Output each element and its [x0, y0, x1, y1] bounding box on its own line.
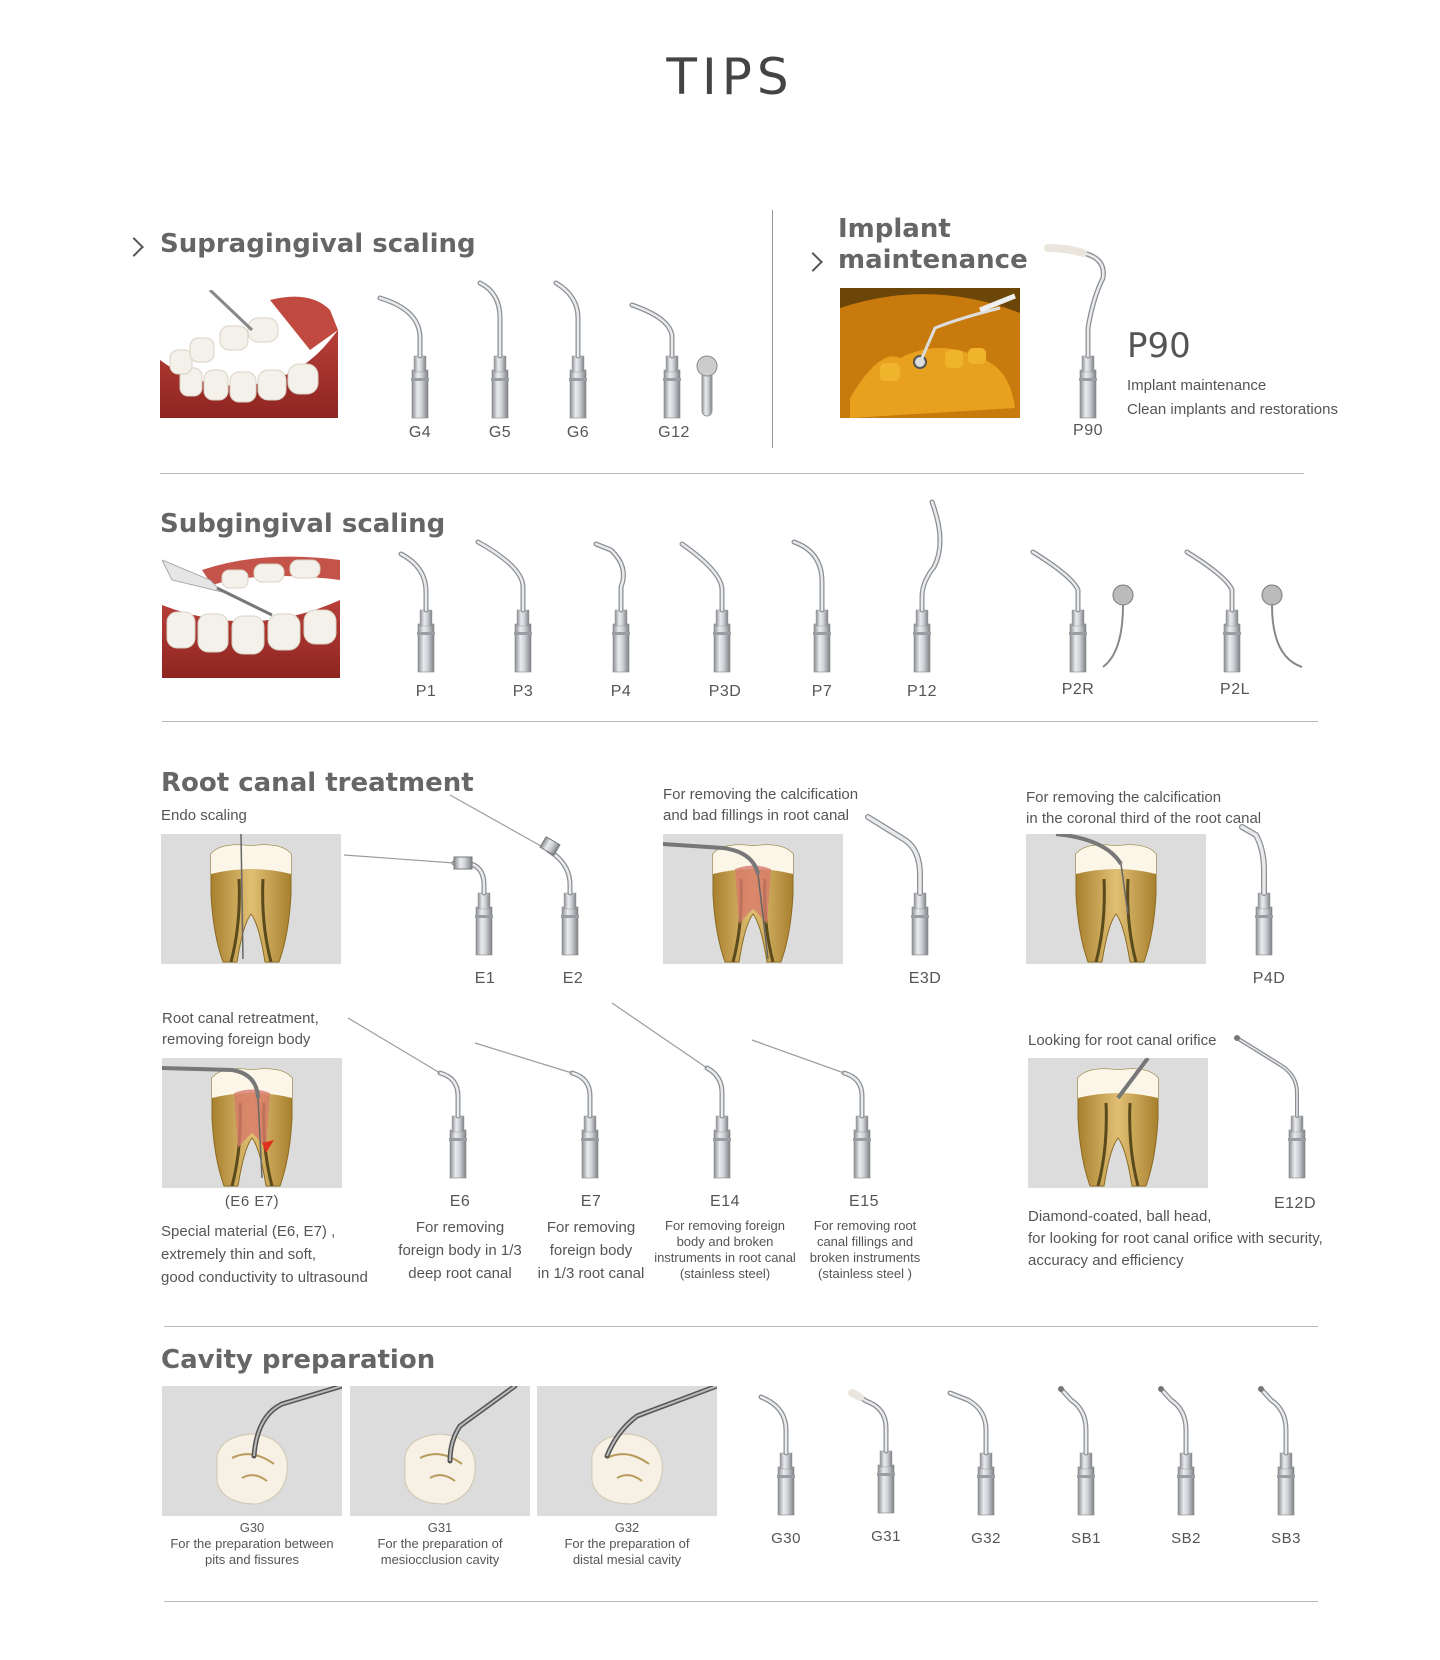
tip-e15 [762, 978, 962, 1178]
cavity-photo-g30 [162, 1386, 342, 1516]
e7-description [536, 1216, 646, 1285]
e6-desc-line: For removing [415, 1219, 505, 1236]
cavity-desc-line: For the preparation of [377, 1536, 503, 1551]
cavity-caption-g32 [537, 1520, 717, 1568]
cavity-heading: Cavity preparation [161, 1345, 436, 1375]
endo-scaling-photo [161, 834, 341, 964]
subgingival-photo [162, 550, 340, 678]
orifice-label: Looking for root canal orifice [1028, 1032, 1217, 1049]
retreatment-caption: (E6 E7) [224, 1193, 280, 1210]
tip-label-p4: P4 [610, 683, 632, 700]
tip-label-e3d: E3D [908, 970, 942, 987]
e14-desc-line: instruments in root canal [654, 1250, 796, 1265]
tip-label-g6: G6 [566, 424, 590, 441]
tip-label-e15: E15 [849, 1193, 879, 1210]
tip-label-g31: G31 [871, 1528, 901, 1545]
special-line3: good conductivity to ultrasound [161, 1269, 368, 1286]
tip-label-p12: P12 [907, 683, 937, 700]
tip-label-sb1: SB1 [1071, 1530, 1101, 1547]
tip-label-p2l: P2L [1220, 681, 1250, 698]
cavity-code: G32 [614, 1520, 640, 1535]
page-title: TIPS [666, 48, 794, 106]
tip-label-g32: G32 [971, 1530, 1001, 1547]
retreat-line2: removing foreign body [162, 1031, 311, 1048]
implant-description [1127, 374, 1338, 422]
tip-label-e2: E2 [562, 970, 584, 987]
calc2-line1: For removing the calcification [1026, 789, 1222, 806]
cavity-desc-line: mesiocclusion cavity [380, 1552, 500, 1567]
orifice-description [1028, 1206, 1323, 1272]
section-divider-vertical [772, 210, 773, 448]
special-line1: Special material (E6, E7) , [161, 1223, 336, 1240]
orifice-desc-line: Diamond-coated, ball head, [1028, 1208, 1212, 1225]
tip-label-e14: E14 [710, 1193, 740, 1210]
e14-desc-line: (stainless steel) [679, 1266, 771, 1281]
tip-label-g4: G4 [408, 424, 432, 441]
tip-label-e6: E6 [449, 1193, 471, 1210]
cavity-code: G31 [427, 1520, 453, 1535]
chevron-right-icon [803, 252, 823, 272]
orifice-desc-line: accuracy and efficiency [1028, 1252, 1184, 1269]
e15-description [800, 1218, 930, 1282]
e14-desc-line: For removing foreign [665, 1218, 785, 1233]
tip-label-p2r: P2R [1061, 681, 1095, 698]
tip-label-e1: E1 [474, 970, 496, 987]
endo-scaling-label: Endo scaling [161, 807, 247, 824]
tip-label-sb2: SB2 [1171, 1530, 1201, 1547]
tip-label-sb3: SB3 [1271, 1530, 1301, 1547]
tip-label-e12d: E12D [1273, 1195, 1317, 1212]
section-divider [164, 1601, 1318, 1602]
supragingival-heading: Supragingival scaling [160, 229, 476, 259]
tip-e2 [470, 755, 670, 955]
tip-label-p4d: P4D [1252, 970, 1286, 987]
e15-desc-line: For removing root [813, 1218, 917, 1233]
tip-p4d [1164, 755, 1364, 955]
tip-label-p90: P90 [1073, 422, 1103, 439]
tip-label-g30: G30 [771, 1530, 801, 1547]
e15-desc-line: canal fillings and [816, 1234, 914, 1249]
special-line2: extremely thin and soft, [161, 1246, 317, 1263]
e7-desc-line: foreign body [549, 1242, 633, 1259]
implant-code: P90 [1127, 326, 1191, 366]
tip-label-p3: P3 [512, 683, 534, 700]
e7-desc-line: For removing [546, 1219, 636, 1236]
tip-g12 [572, 218, 772, 418]
calc2-line2: in the coronal third of the root canal [1026, 810, 1262, 827]
e14-description [647, 1218, 803, 1282]
calcification-photo-1 [663, 834, 843, 964]
cavity-code: G30 [239, 1520, 265, 1535]
implant-desc-line2: Clean implants and restorations [1127, 401, 1338, 418]
retreatment-note [162, 1008, 319, 1050]
supragingival-photo [160, 290, 338, 418]
subgingival-heading: Subgingival scaling [160, 509, 446, 539]
tip-label-p1: P1 [415, 683, 437, 700]
orifice-photo [1028, 1058, 1208, 1188]
implant-desc-line1: Implant maintenance [1127, 377, 1267, 394]
implant-heading-line1: Implant [838, 214, 951, 244]
special-material-note [161, 1220, 368, 1289]
e7-desc-line: in 1/3 root canal [537, 1265, 645, 1282]
cavity-caption-g30 [162, 1520, 342, 1568]
retreatment-photo [162, 1058, 342, 1188]
tip-sb3 [1186, 1315, 1386, 1515]
tip-p2l [1132, 472, 1332, 672]
chevron-right-icon [124, 237, 144, 257]
calc1-line2: and bad fillings in root canal [663, 807, 849, 824]
tip-label-g12: G12 [658, 424, 690, 441]
retreat-line1: Root canal retreatment, [162, 1010, 319, 1027]
tip-e12d [1197, 978, 1397, 1178]
cavity-desc-line: For the preparation of [564, 1536, 690, 1551]
e6-desc-line: foreign body in 1/3 [398, 1242, 522, 1259]
cavity-desc-line: pits and fissures [205, 1552, 299, 1567]
cavity-caption-g31 [350, 1520, 530, 1568]
tip-label-p3d: P3D [708, 683, 742, 700]
e15-desc-line: broken instruments [809, 1250, 921, 1265]
tip-label-g5: G5 [488, 424, 512, 441]
implant-heading-line2: maintenance [838, 245, 1028, 275]
cavity-photo-g31 [350, 1386, 530, 1516]
cavity-desc-line: For the preparation between [170, 1536, 334, 1551]
orifice-desc-line: for looking for root canal orifice with security, [1028, 1230, 1323, 1247]
calc1-line1: For removing the calcification [663, 786, 859, 803]
e6-description [390, 1216, 530, 1285]
tip-label-p7: P7 [811, 683, 833, 700]
tip-label-e7: E7 [580, 1193, 602, 1210]
cavity-desc-line: distal mesial cavity [572, 1552, 682, 1567]
e15-desc-line: (stainless steel ) [818, 1266, 912, 1281]
section-divider [162, 721, 1318, 722]
e14-desc-line: body and broken [676, 1234, 774, 1249]
root-canal-heading: Root canal treatment [161, 768, 474, 798]
e6-desc-line: deep root canal [408, 1265, 512, 1282]
tip-e3d [820, 755, 1020, 955]
